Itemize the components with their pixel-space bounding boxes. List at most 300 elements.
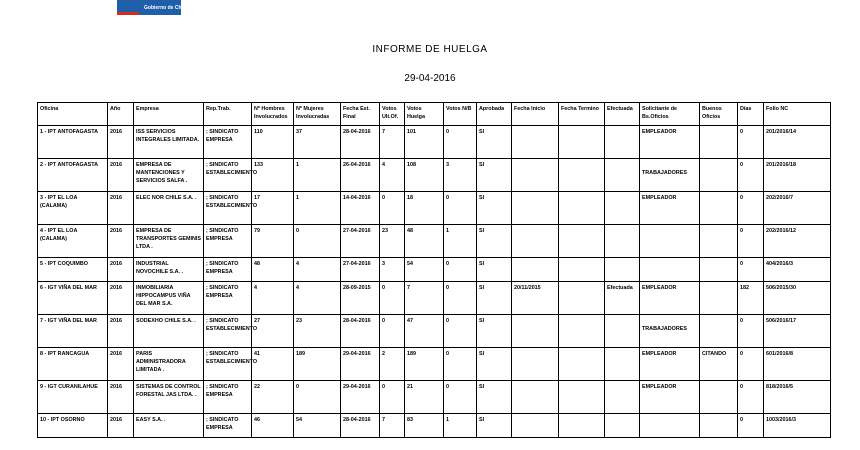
cell-text: 3 (446, 162, 449, 168)
column-header: Solicitante de Bs.Oficios (640, 103, 700, 126)
table-cell (559, 282, 605, 315)
table-cell (405, 381, 444, 414)
table-row (38, 225, 831, 258)
column-header: Votos N/B (444, 103, 477, 126)
column-header: Votos Huelga (405, 103, 444, 126)
cell-text: SI (479, 195, 485, 201)
column-header: Folio NC (764, 103, 831, 126)
cell-text: 202/2016/7 (766, 195, 793, 201)
table-cell (444, 159, 477, 192)
table-cell (405, 315, 444, 348)
table-cell (341, 258, 380, 282)
table-cell (252, 159, 294, 192)
table-row (38, 192, 831, 225)
table-cell (700, 414, 738, 438)
cell-text: ; SINDICATO EMPRESA (206, 384, 239, 398)
table-cell (252, 414, 294, 438)
table-cell (738, 258, 764, 282)
cell-text: 0 (740, 318, 743, 324)
table-cell (204, 225, 252, 258)
cell-text: 79 (254, 228, 260, 234)
cell-text: TRABAJADORES (642, 170, 687, 176)
cell-text: 7 (382, 417, 385, 423)
cell-text: 0 (740, 129, 743, 135)
cell-text: ; SINDICATO ESTABLECIMIENTO (206, 195, 258, 209)
table-cell (405, 126, 444, 159)
column-header: Buenos Oficios (700, 103, 738, 126)
cell-text: 26-04-2016 (343, 162, 371, 168)
table-cell (559, 126, 605, 159)
cell-text: 27 (254, 318, 260, 324)
cell-text: 48 (254, 261, 260, 267)
table-cell (512, 258, 559, 282)
table-cell (605, 126, 640, 159)
table-cell (605, 315, 640, 348)
table-cell (294, 315, 341, 348)
cell-text: 133 (254, 162, 263, 168)
cell-text: ; SINDICATO EMPRESA (206, 129, 239, 143)
cell-text: EMPLEADOR (642, 129, 677, 135)
table-cell (512, 282, 559, 315)
table-header-row (38, 103, 831, 126)
table-cell (738, 159, 764, 192)
cell-text: 0 (740, 162, 743, 168)
table-cell (559, 315, 605, 348)
cell-text: 10 - IPT OSORNO (40, 417, 85, 423)
table-cell (405, 258, 444, 282)
cell-text: 3 (382, 261, 385, 267)
table-cell (38, 258, 108, 282)
table-row (38, 381, 831, 414)
cell-text: 1 (296, 162, 299, 168)
table-cell (380, 414, 405, 438)
cell-text: 182 (740, 285, 749, 291)
table-cell (640, 192, 700, 225)
table-cell (108, 414, 134, 438)
cell-text: 1003/2016/3 (766, 417, 796, 423)
table-cell (380, 159, 405, 192)
table-cell (444, 414, 477, 438)
table-cell (341, 159, 380, 192)
table-cell (512, 414, 559, 438)
table-cell (477, 381, 512, 414)
table-cell (134, 348, 204, 381)
table-cell (512, 315, 559, 348)
cell-text: ; SINDICATO ESTABLECIMIENTO (206, 318, 258, 332)
logo-text: Gobierno de Chile (144, 5, 188, 11)
government-logo (117, 0, 188, 15)
table-cell (252, 258, 294, 282)
table-cell (764, 258, 831, 282)
table-cell (640, 159, 700, 192)
table-cell (108, 126, 134, 159)
table-cell (605, 192, 640, 225)
cell-text: SISTEMAS DE CONTROL FORESTAL JAS LTDA. . (136, 384, 201, 398)
table-cell (294, 225, 341, 258)
cell-text: SI (479, 417, 485, 423)
cell-text: 201/2016/14 (766, 129, 796, 135)
cell-text: 37 (296, 129, 302, 135)
cell-text: 21 (407, 384, 413, 390)
table-cell (134, 282, 204, 315)
table-cell (405, 282, 444, 315)
cell-text: 2016 (110, 285, 122, 291)
table-cell (134, 258, 204, 282)
table-cell (108, 225, 134, 258)
table-cell (341, 348, 380, 381)
table-cell (764, 348, 831, 381)
table-row (38, 159, 831, 192)
cell-text: SI (479, 261, 485, 267)
cell-text: 0 (740, 228, 743, 234)
cell-text: 28-04-2016 (343, 129, 371, 135)
cell-text: 506/2015/30 (766, 285, 796, 291)
cell-text: 4 (382, 162, 385, 168)
table-row (38, 315, 831, 348)
column-header: Año (108, 103, 134, 126)
cell-text: 2016 (110, 261, 122, 267)
cell-text: 47 (407, 318, 413, 324)
table-cell (640, 225, 700, 258)
cell-text: 110 (254, 129, 263, 135)
cell-text: 4 (296, 285, 299, 291)
table-cell (294, 159, 341, 192)
cell-text: 2016 (110, 228, 122, 234)
cell-text: 601/2016/8 (766, 351, 793, 357)
cell-text: 46 (254, 417, 260, 423)
table-cell (700, 192, 738, 225)
table-cell (405, 159, 444, 192)
table-cell (640, 381, 700, 414)
cell-text: 1 (296, 195, 299, 201)
cell-text: 189 (296, 351, 305, 357)
table-cell (444, 192, 477, 225)
cell-text: 27-04-2016 (343, 228, 371, 234)
table-cell (700, 282, 738, 315)
cell-text: 818/2016/5 (766, 384, 793, 390)
column-header: Efectuada (605, 103, 640, 126)
table-cell (477, 258, 512, 282)
cell-text: 0 (446, 261, 449, 267)
table-cell (477, 192, 512, 225)
table-cell (134, 126, 204, 159)
cell-text: 0 (446, 318, 449, 324)
column-header: Fecha Inicio (512, 103, 559, 126)
table-cell (477, 225, 512, 258)
cell-text: 0 (382, 318, 385, 324)
cell-text: ELEC NOR CHILE S.A. . (136, 195, 197, 201)
cell-text: INMOBILIARIA HIPPOCAMPUS VIÑA DEL MAR S.A. (136, 285, 191, 307)
table-cell (640, 315, 700, 348)
cell-text: 7 (407, 285, 410, 291)
table-cell (108, 315, 134, 348)
table-cell (640, 258, 700, 282)
cell-text: 9 - IGT CURANILAHUE (40, 384, 98, 390)
table-cell (477, 348, 512, 381)
table-cell (108, 381, 134, 414)
cell-text: CITANDO (702, 351, 727, 357)
cell-text: 3 - IPT EL LOA (CALAMA) (40, 195, 78, 209)
cell-text: ; SINDICATO EMPRESA (206, 228, 239, 242)
table-cell (605, 225, 640, 258)
table-cell (700, 258, 738, 282)
column-header: Nº Mujeres Involucradas (294, 103, 341, 126)
table-cell (38, 315, 108, 348)
table-cell (341, 315, 380, 348)
table-cell (605, 348, 640, 381)
cell-text: 8 - IPT RANCAGUA (40, 351, 90, 357)
table-cell (738, 282, 764, 315)
table-row (38, 282, 831, 315)
table-cell (700, 159, 738, 192)
cell-text: 2 - IPT ANTOFAGASTA (40, 162, 99, 168)
cell-text: 2016 (110, 417, 122, 423)
table-cell (738, 192, 764, 225)
cell-text: 2016 (110, 318, 122, 324)
table-cell (738, 381, 764, 414)
cell-text: 0 (740, 417, 743, 423)
table-row (38, 414, 831, 438)
table-cell (252, 126, 294, 159)
cell-text: 202/2016/12 (766, 228, 796, 234)
table-cell (700, 225, 738, 258)
cell-text: 4 (254, 285, 257, 291)
table-cell (38, 159, 108, 192)
table-cell (380, 381, 405, 414)
table-cell (294, 282, 341, 315)
table-cell (294, 348, 341, 381)
cell-text: 201/2016/18 (766, 162, 796, 168)
table-cell (38, 126, 108, 159)
table-cell (559, 381, 605, 414)
table-cell (38, 381, 108, 414)
table-cell (605, 258, 640, 282)
table-cell (134, 225, 204, 258)
cell-text: 101 (407, 129, 416, 135)
table-cell (108, 282, 134, 315)
table-cell (294, 258, 341, 282)
column-header: Nº Hombres Involucrados (252, 103, 294, 126)
table-cell (294, 192, 341, 225)
table-cell (477, 126, 512, 159)
cell-text: 28-09-2015 (343, 285, 371, 291)
table-cell (477, 282, 512, 315)
table-cell (640, 348, 700, 381)
cell-text: 0 (740, 195, 743, 201)
cell-text: ISS SERVICIOS INTEGRALES LIMITADA. (136, 129, 200, 143)
table-cell (764, 381, 831, 414)
table-cell (108, 348, 134, 381)
cell-text: ; SINDICATO ESTABLECIMIENTO (206, 162, 258, 176)
cell-text: SI (479, 285, 485, 291)
table-cell (405, 414, 444, 438)
cell-text: ; SINDICATO ESTABLECIMIENTO (206, 351, 258, 365)
cell-text: 0 (446, 285, 449, 291)
cell-text: SODEXHO CHILE S.A. . (136, 318, 196, 324)
table-cell (380, 282, 405, 315)
table-cell (512, 348, 559, 381)
cell-text: 2016 (110, 351, 122, 357)
table-body (38, 126, 831, 438)
table-cell (700, 126, 738, 159)
cell-text: ; SINDICATO EMPRESA (206, 417, 239, 431)
table-cell (134, 381, 204, 414)
cell-text: 1 - IPT ANTOFAGASTA (40, 129, 99, 135)
cell-text: 14-04-2016 (343, 195, 371, 201)
cell-text: 20/11/2015 (514, 285, 541, 291)
cell-text: ; SINDICATO EMPRESA (206, 261, 239, 275)
table-cell (38, 414, 108, 438)
table-row (38, 258, 831, 282)
cell-text: 4 (296, 261, 299, 267)
cell-text: 54 (296, 417, 302, 423)
table-cell (559, 192, 605, 225)
column-header: Empresa (134, 103, 204, 126)
table-cell (341, 126, 380, 159)
table-cell (341, 282, 380, 315)
table-row (38, 348, 831, 381)
table-cell (512, 159, 559, 192)
cell-text: SI (479, 162, 485, 168)
cell-text: 2016 (110, 195, 122, 201)
table-cell (764, 315, 831, 348)
table-cell (134, 315, 204, 348)
table-cell (38, 225, 108, 258)
table-cell (380, 348, 405, 381)
table-cell (477, 159, 512, 192)
table-cell (380, 258, 405, 282)
table-cell (700, 381, 738, 414)
table-cell (204, 414, 252, 438)
table-cell (738, 126, 764, 159)
table-cell (738, 348, 764, 381)
cell-text: EMPRESA DE TRANSPORTES GEMINIS LTDA . (136, 228, 201, 250)
table-cell (512, 381, 559, 414)
table-cell (477, 414, 512, 438)
table-cell (204, 282, 252, 315)
report-title: INFORME DE HUELGA (372, 44, 488, 55)
cell-text: EMPLEADOR (642, 285, 677, 291)
cell-text: 0 (446, 195, 449, 201)
table-cell (764, 126, 831, 159)
table-cell (380, 225, 405, 258)
table-cell (341, 225, 380, 258)
table-cell (559, 225, 605, 258)
table-cell (700, 348, 738, 381)
table-cell (444, 282, 477, 315)
column-header: Fecha Termino (559, 103, 605, 126)
table-cell (605, 282, 640, 315)
table-cell (252, 192, 294, 225)
table-cell (252, 348, 294, 381)
cell-text: 41 (254, 351, 260, 357)
table-cell (204, 381, 252, 414)
table-cell (38, 192, 108, 225)
cell-text: 18 (407, 195, 413, 201)
cell-text: EMPLEADOR (642, 384, 677, 390)
cell-text: 22 (254, 384, 260, 390)
table-cell (444, 258, 477, 282)
cell-text: SI (479, 318, 485, 324)
table-row (38, 126, 831, 159)
table-cell (380, 192, 405, 225)
cell-text: 29-04-2016 (343, 384, 371, 390)
table-cell (700, 315, 738, 348)
cell-text: 0 (382, 384, 385, 390)
cell-text: 23 (296, 318, 302, 324)
table-cell (134, 159, 204, 192)
column-header: Votos Ult.Of. (380, 103, 405, 126)
cell-text: 2016 (110, 129, 122, 135)
table-cell (405, 348, 444, 381)
cell-text: 0 (382, 285, 385, 291)
cell-text: EMPLEADOR (642, 195, 677, 201)
cell-text: 0 (446, 351, 449, 357)
cell-text: 28-04-2016 (343, 417, 371, 423)
table-cell (764, 414, 831, 438)
table-cell (341, 192, 380, 225)
table-cell (559, 414, 605, 438)
table-cell (605, 414, 640, 438)
logo-flag-stripe (117, 12, 139, 15)
cell-text: 83 (407, 417, 413, 423)
table-cell (444, 225, 477, 258)
table-cell (204, 126, 252, 159)
table-cell (640, 414, 700, 438)
column-header: Fecha Est. Final (341, 103, 380, 126)
table-cell (341, 381, 380, 414)
cell-text: 189 (407, 351, 416, 357)
cell-text: EMPLEADOR (642, 351, 677, 357)
cell-text: 0 (446, 129, 449, 135)
table-cell (294, 414, 341, 438)
table-cell (444, 315, 477, 348)
table-cell (738, 225, 764, 258)
table-cell (738, 315, 764, 348)
column-header: Días (738, 103, 764, 126)
cell-text: 7 (382, 129, 385, 135)
cell-text: EASY S.A. . (136, 417, 166, 423)
table-cell (605, 381, 640, 414)
cell-text: SI (479, 351, 485, 357)
column-header: Rep.Trab. (204, 103, 252, 126)
table-cell (108, 192, 134, 225)
table-cell (204, 258, 252, 282)
table-cell (605, 159, 640, 192)
column-header: Aprobada (477, 103, 512, 126)
table-cell (559, 348, 605, 381)
cell-text: 7 - IGT VIÑA DEL MAR (40, 318, 97, 324)
cell-text: 0 (740, 384, 743, 390)
cell-text: SI (479, 129, 485, 135)
cell-text: 48 (407, 228, 413, 234)
table-cell (252, 381, 294, 414)
table-cell (380, 315, 405, 348)
table-cell (444, 348, 477, 381)
cell-text: 4 - IPT EL LOA (CALAMA) (40, 228, 78, 242)
table-cell (764, 192, 831, 225)
table-cell (640, 126, 700, 159)
cell-text: 0 (296, 384, 299, 390)
cell-text: INDUSTRIAL NOVOCHILE S.A. . (136, 261, 184, 275)
cell-text: TRABAJADORES (642, 326, 687, 332)
table-cell (512, 126, 559, 159)
table-cell (341, 414, 380, 438)
cell-text: SI (479, 384, 485, 390)
cell-text: 2016 (110, 384, 122, 390)
table-cell (640, 282, 700, 315)
table-cell (559, 159, 605, 192)
